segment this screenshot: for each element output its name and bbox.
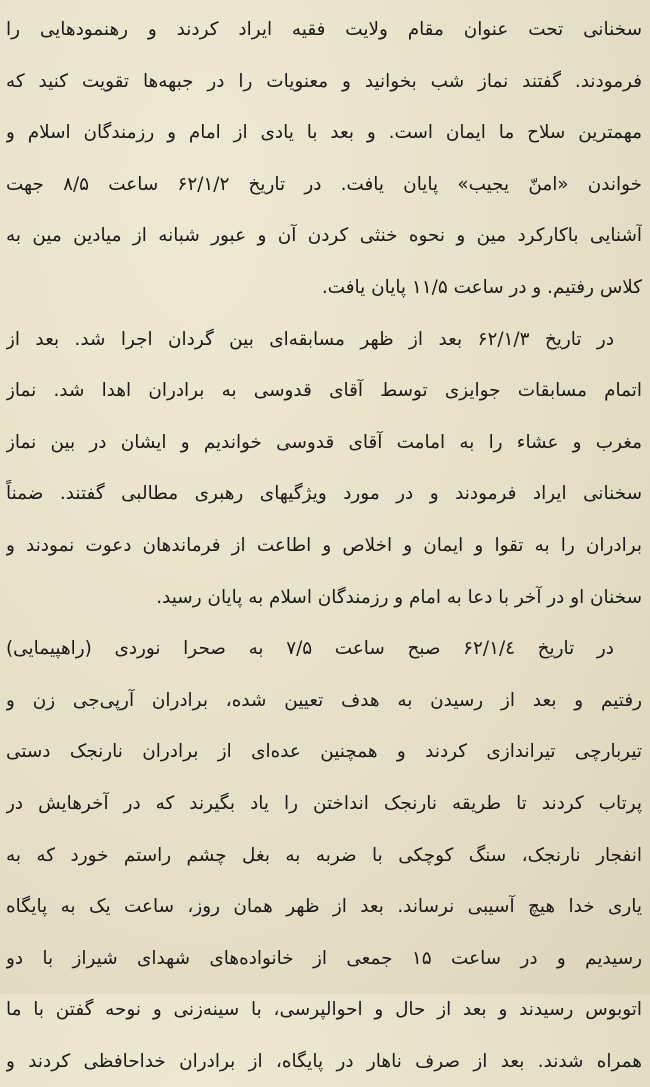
text-line-8: اتمام مسابقات جوایزی توسط آقای قدوسی به برادران اهدا شد. نماز: [6, 380, 642, 402]
text-line-18: یاری خدا هیچ آسیبی نرساند. بعد از ظهر همان روز، ساعت یک به پایگاه: [6, 896, 642, 918]
text-line-13: در تاریخ ۶۲/۱/٤ صبح ساعت ۷/۵ به صحرا نوردی (راهپیمایی): [6, 638, 614, 660]
text-line-14: رفتیم و بعد از رسیدن به هدف تعیین شده، برادران آرپی‌جی زن و: [6, 689, 642, 711]
text-line-17: انفجار نارنجک، سنگ کوچکی با ضربه به بغل چشم راستم خورد که به: [6, 844, 642, 866]
text-line-4: خواندن «امنّ یجیب» پایان یافت. در تاریخ ۶۲/۱/۲ ساعت ۸/۵ جهت: [6, 173, 642, 195]
text-line-9: مغرب و عشاء را به امامت آقای قدوسی خواندیم و ایشان در بین نماز: [6, 431, 642, 453]
text-line-16: پرتاب کردند تا طریقه نارنجک انداختن را یاد بگیرند که در آخرهایش در: [6, 792, 642, 814]
text-line-2: فرمودند. گفتند نماز شب بخوانید و معنویات را در جبهه‌ها تقویت کنید که: [6, 70, 642, 92]
text-line-7: در تاریخ ۶۲/۱/۳ بعد از ظهر مسابقه‌ای بین گردان اجرا شد. بعد از: [6, 328, 615, 350]
text-line-6: کلاس رفتیم. و در ساعت ۱۱/۵ پایان یافت.: [321, 276, 642, 298]
text-line-19: رسیدیم و در ساعت ۱۵ جمعی از خانواده‌های شهدای شیراز با دو: [6, 947, 642, 969]
text-line-12: سخنان او در آخر با دعا به امام و رزمندگان اسلام به پایان رسید.: [156, 586, 642, 608]
text-line-3: مهمترین سلاح ما ایمان است. و بعد با یادی از امام و رزمندگان اسلام و: [6, 122, 642, 144]
text-line-11: برادران را به تقوا و ایمان و اخلاص و اطاعت از فرماندهان دعوت نمودند و: [6, 534, 642, 556]
text-line-1: سخنانی تحت عنوان مقام ولایت فقیه ایراد کردند و رهنمودهایی را: [6, 19, 642, 40]
text-line-10: سخنانی ایراد فرمودند و در مورد ویژگیهای رهبری مطالبی گفتند. ضمناً: [6, 483, 642, 505]
text-line-21: همراه شدند. بعد از صرف ناهار در پایگاه، از برادران خداحافظی کردند و: [6, 1050, 642, 1072]
text-line-5: آشنایی باکارکرد مین و نحوه خنثی کردن آن و عبور شبانه از میادین مین به: [6, 225, 642, 247]
text-line-15: تیربارچی تیراندازی کردند و همچنین عده‌ای از برادران نارنجک دستی: [6, 741, 642, 763]
text-line-20: اتوبوس رسیدند و بعد از حال و احوالپرسی، با سینه‌زنی و نوحه گفتن با ما: [6, 999, 642, 1021]
